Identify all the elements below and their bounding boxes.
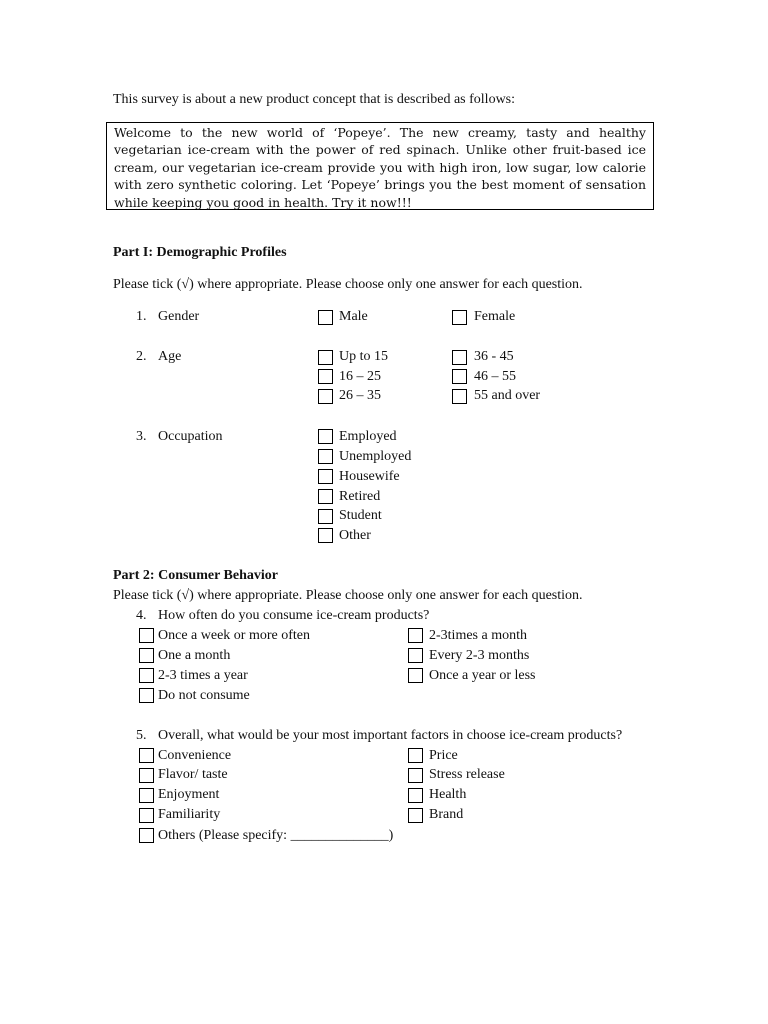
option-label-frequency: Once a week or more often — [158, 628, 310, 643]
option-label-factor: Enjoyment — [158, 787, 220, 802]
option-label-occupation: Retired — [339, 489, 381, 504]
option-label-frequency: 2-3times a month — [429, 628, 527, 643]
checkbox-price[interactable] — [408, 748, 423, 763]
checkbox-convenience[interactable] — [139, 748, 154, 763]
option-label-factor: Flavor/ taste — [158, 767, 228, 782]
checkbox-others[interactable] — [139, 828, 154, 843]
checkbox-unemployed[interactable] — [318, 449, 333, 464]
checkbox-enjoyment[interactable] — [139, 788, 154, 803]
checkbox-age-55-over[interactable] — [452, 389, 467, 404]
option-label-factor: Health — [429, 787, 467, 802]
option-label-occupation: Housewife — [339, 469, 400, 484]
part1-title: Part I: Demographic Profiles — [113, 245, 287, 260]
checkbox-2-3-times-month[interactable] — [408, 628, 423, 643]
checkbox-employed[interactable] — [318, 429, 333, 444]
checkbox-age-up-to-15[interactable] — [318, 350, 333, 365]
checkbox-once-a-week[interactable] — [139, 628, 154, 643]
option-label-occupation: Other — [339, 528, 371, 543]
q4-label: How often do you consume ice-cream products? — [158, 608, 430, 623]
option-label-occupation: Student — [339, 508, 382, 523]
checkbox-age-46-55[interactable] — [452, 369, 467, 384]
intro-text: This survey is about a new product concept that is described as follows: — [113, 92, 516, 107]
part1-instruction: Please tick (√) where appropriate. Please choose only one answer for each question. — [113, 277, 583, 292]
q2-label: Age — [158, 349, 182, 364]
checkbox-student[interactable] — [318, 509, 333, 524]
option-label-female: Female — [474, 309, 516, 324]
q5-label: Overall, what would be your most important factors in choose ice-cream products? — [158, 728, 623, 743]
checkbox-age-26-35[interactable] — [318, 389, 333, 404]
checkbox-2-3-times-year[interactable] — [139, 668, 154, 683]
option-label-factor-others: Others (Please specify: ______________) — [158, 828, 394, 843]
option-label-factor: Familiarity — [158, 807, 221, 822]
checkbox-every-2-3-months[interactable] — [408, 648, 423, 663]
checkbox-do-not-consume[interactable] — [139, 688, 154, 703]
checkbox-health[interactable] — [408, 788, 423, 803]
checkbox-age-16-25[interactable] — [318, 369, 333, 384]
q1-number: 1. — [136, 309, 147, 324]
concept-description-box: Welcome to the new world of ‘Popeye’. The new creamy, tasty and healthy vegetarian ice-cream with the power of red spinach. Unlike other fruit-based ice cream, our vegetarian ice-cream provide you with high iron, low sugar, low calorie with zero synthetic coloring. Let ‘Popeye’ brings you the best moment of sensation while keeping you good in health. Try it now!!! — [106, 122, 654, 210]
option-label-factor: Price — [429, 748, 458, 763]
option-label-age: Up to 15 — [339, 349, 388, 364]
option-label-occupation: Employed — [339, 429, 397, 444]
option-label-age: 36 - 45 — [474, 349, 514, 364]
q3-label: Occupation — [158, 429, 223, 444]
option-label-age: 46 – 55 — [474, 369, 516, 384]
option-label-factor: Convenience — [158, 748, 232, 763]
option-label-factor: Stress release — [429, 767, 505, 782]
checkbox-age-36-45[interactable] — [452, 350, 467, 365]
option-label-frequency: 2-3 times a year — [158, 668, 248, 683]
part2-title: Part 2: Consumer Behavior — [113, 568, 278, 583]
part2-instruction: Please tick (√) where appropriate. Please choose only one answer for each question. — [113, 588, 583, 603]
checkbox-one-a-month[interactable] — [139, 648, 154, 663]
option-label-frequency: Once a year or less — [429, 668, 536, 683]
option-label-occupation: Unemployed — [339, 449, 412, 464]
option-label-age: 55 and over — [474, 388, 541, 403]
option-label-frequency: One a month — [158, 648, 231, 663]
option-label-factor: Brand — [429, 807, 464, 822]
checkbox-once-a-year[interactable] — [408, 668, 423, 683]
option-label-age: 16 – 25 — [339, 369, 381, 384]
option-label-frequency: Every 2-3 months — [429, 648, 530, 663]
checkbox-flavor-taste[interactable] — [139, 768, 154, 783]
checkbox-other[interactable] — [318, 528, 333, 543]
checkbox-retired[interactable] — [318, 489, 333, 504]
checkbox-housewife[interactable] — [318, 469, 333, 484]
checkbox-brand[interactable] — [408, 808, 423, 823]
checkbox-stress-release[interactable] — [408, 768, 423, 783]
checkbox-familiarity[interactable] — [139, 808, 154, 823]
option-label-age: 26 – 35 — [339, 388, 381, 403]
q2-number: 2. — [136, 349, 147, 364]
checkbox-female[interactable] — [452, 310, 467, 325]
option-label-male: Male — [339, 309, 368, 324]
q1-label: Gender — [158, 309, 200, 324]
checkbox-male[interactable] — [318, 310, 333, 325]
option-label-frequency: Do not consume — [158, 688, 250, 703]
q4-number: 4. — [136, 608, 147, 623]
q3-number: 3. — [136, 429, 147, 444]
q5-number: 5. — [136, 728, 147, 743]
